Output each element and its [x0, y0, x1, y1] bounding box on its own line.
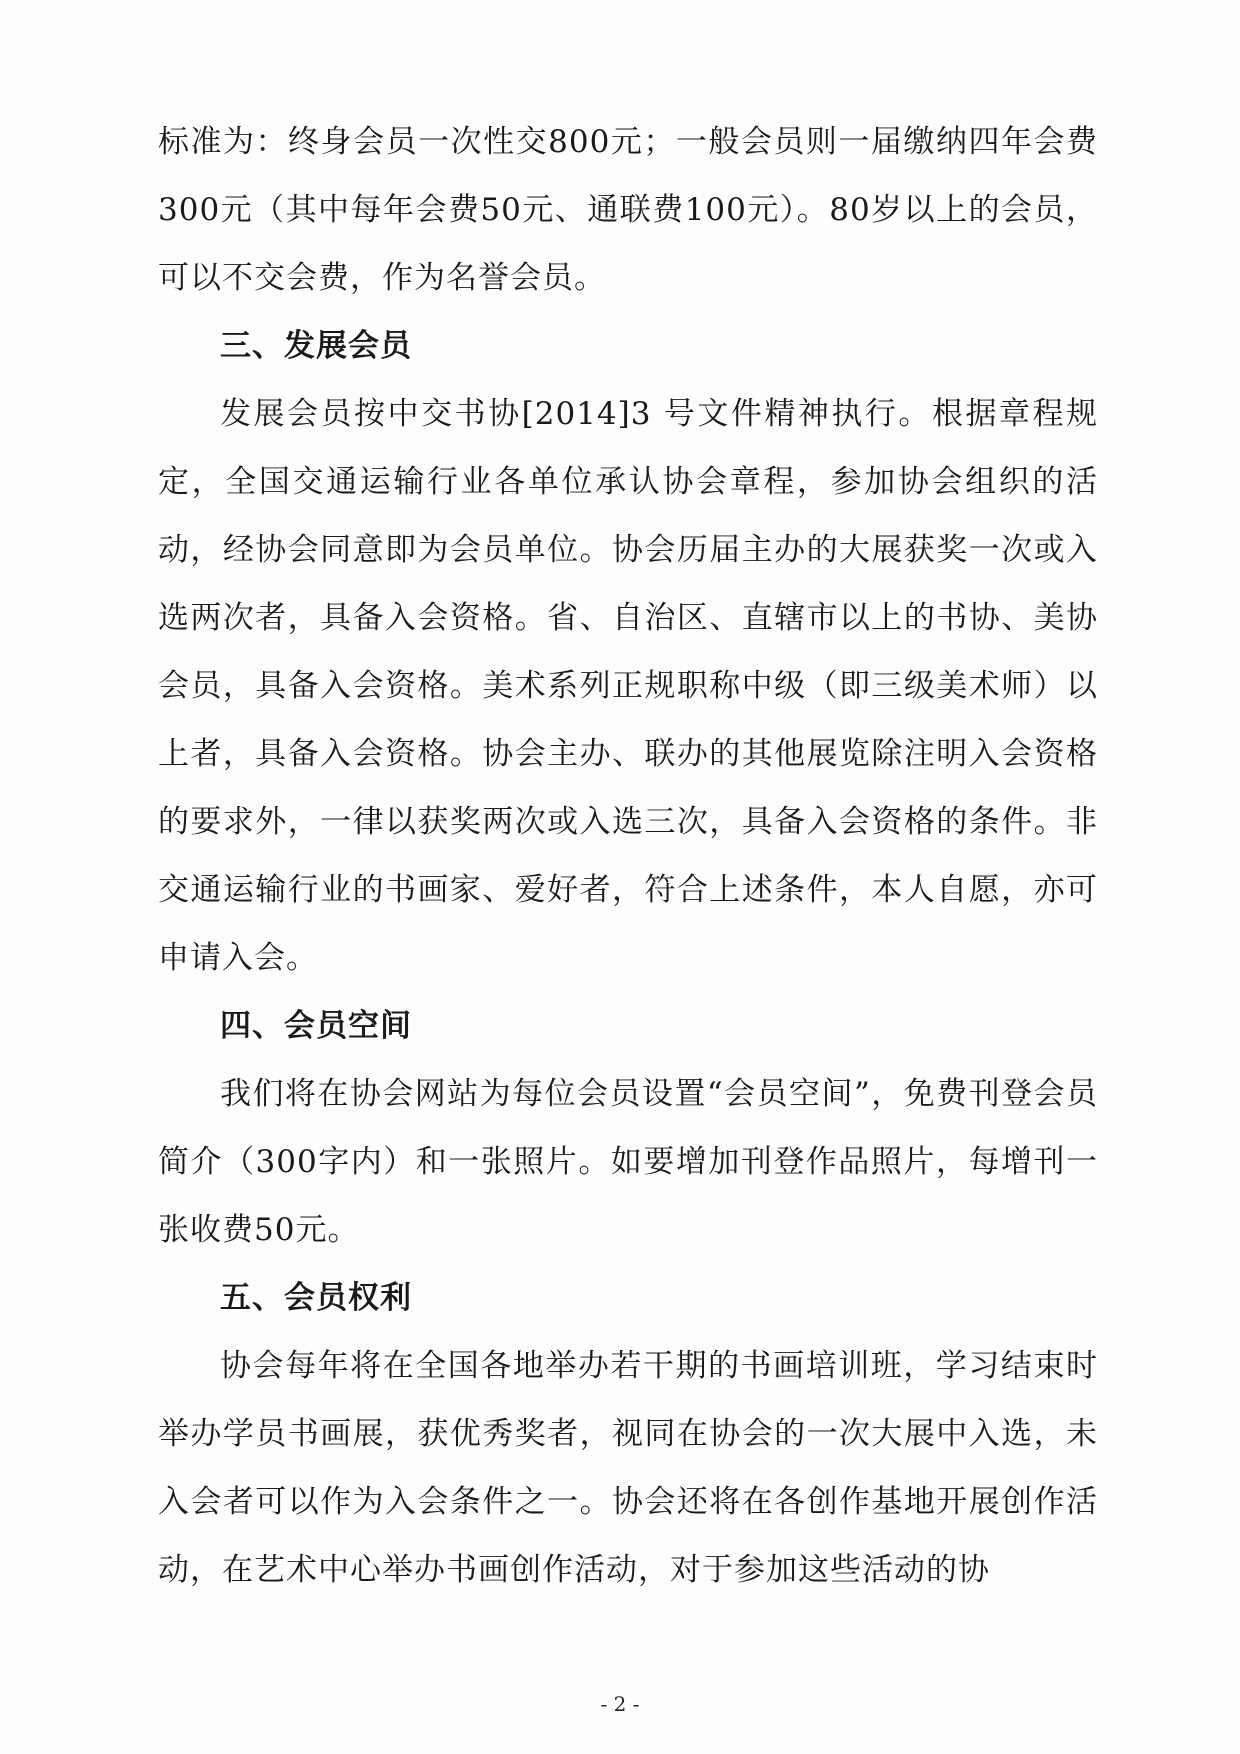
paragraph-member-development: 发展会员按中交书协[2014]3 号文件精神执行。根据章程规定，全国交通运输行业各单位承认协会章程，参加协会组织的活动，经协会同意即为会员单位。协会历届主办的大展获奖一次或入选两次者，具备入会资格。省、自治区、直辖市以上的书协、美协会员，具备入会资格。美术系列正规职称中级（即三级美术师）以上者，具备入会资格。协会主办、联办的其他展览除注明入会资格的要求外，一律以获奖两次或入选三次，具备入会资格的条件。非交通运输行业的书画家、爱好者，符合上述条件，本人自愿，亦可申请入会。 [158, 396, 1098, 976]
paragraph-member-rights: 协会每年将在全国各地举办若干期的书画培训班，学习结束时举办学员书画展，获优秀奖者，视同在协会的一次大展中入选，未入会者可以作为入会条件之一。协会还将在各创作基地开展创作活动，在艺术中心举办书画创作活动，对于参加这些活动的协 [158, 1348, 1098, 1588]
paragraph-membership-fee-standard: 标准为：终身会员一次性交800元；一般会员则一届缴纳四年会费300元（其中每年会费50元、通联费100元）。80岁以上的会员，可以不交会费，作为名誉会员。 [158, 124, 1098, 296]
document-body [158, 108, 1098, 1604]
heading-member-development: 三、发展会员 [220, 328, 412, 364]
page-number: - 2 - [600, 1692, 640, 1716]
paragraph-member-space: 我们将在协会网站为每位会员设置“会员空间”，免费刊登会员简介（300字内）和一张照片。如要增加刊登作品照片，每增刊一张收费50元。 [158, 1076, 1098, 1248]
heading-member-rights: 五、会员权利 [220, 1280, 412, 1316]
heading-member-space: 四、会员空间 [220, 1008, 412, 1044]
